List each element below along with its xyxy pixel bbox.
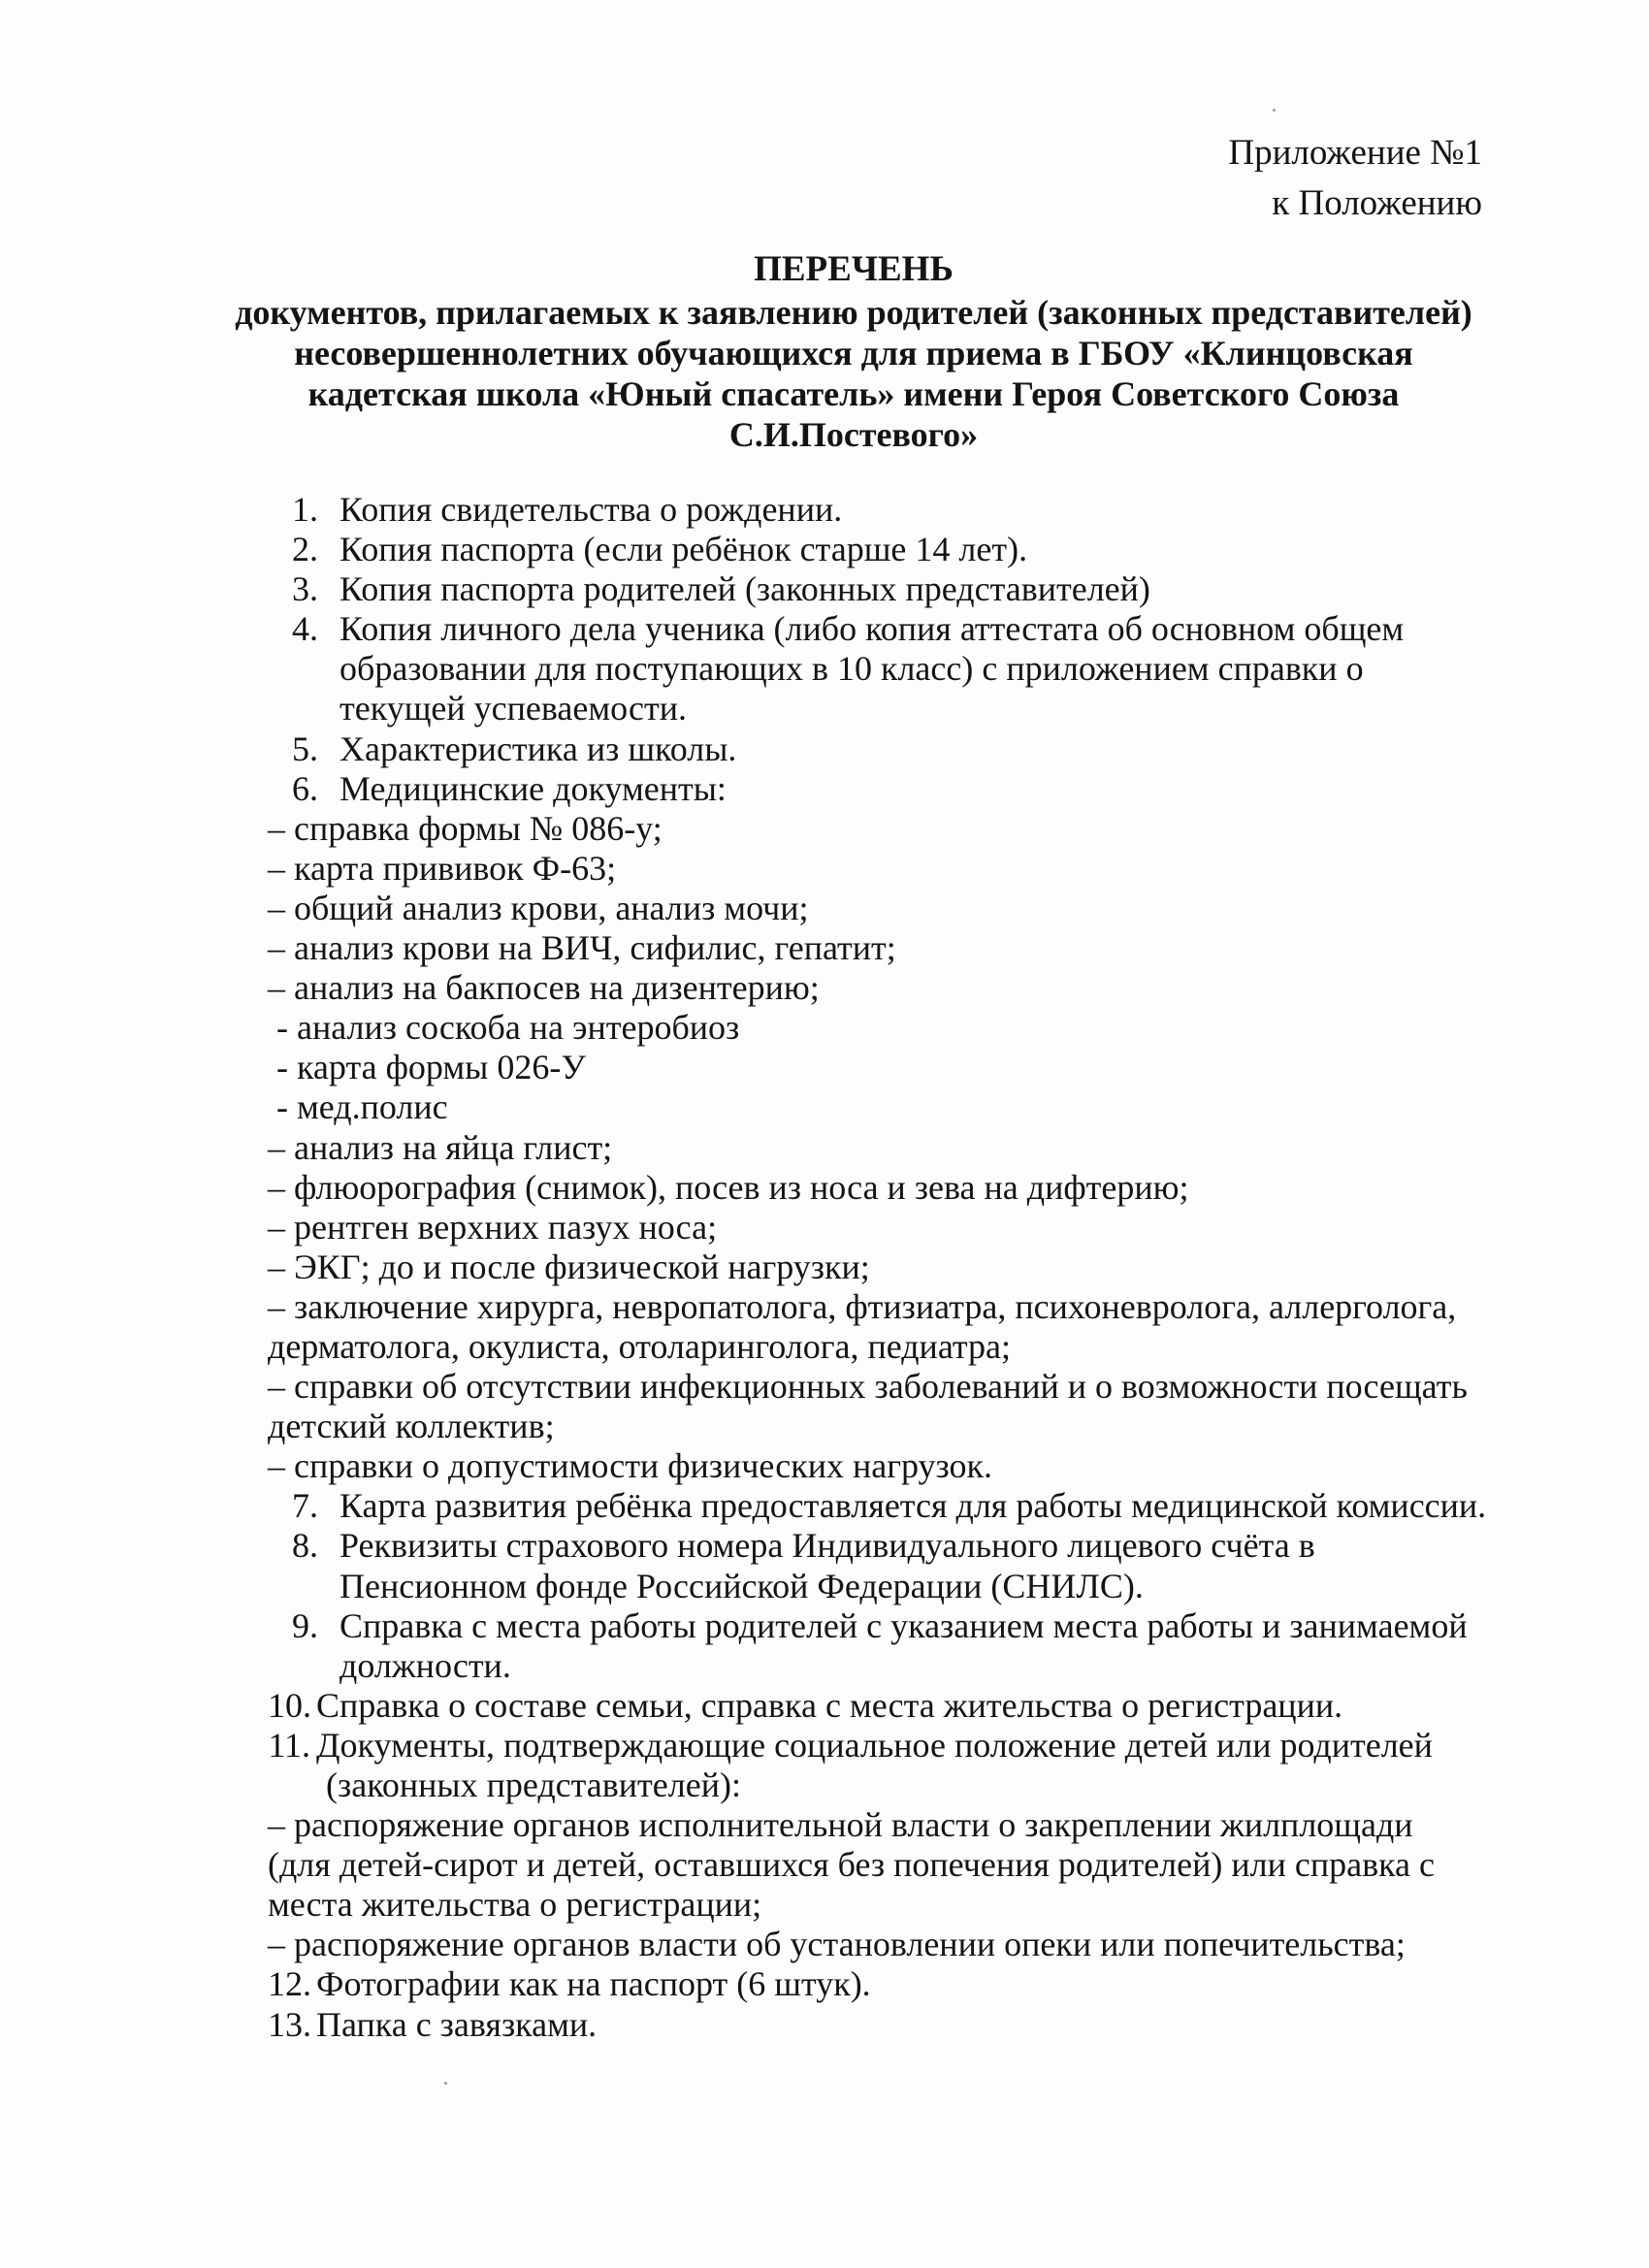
heading-line: С.И.Постевого»: [728, 415, 979, 454]
item-text: Реквизиты страхового номера Индивидуального лицевого счёта в: [340, 1526, 1315, 1566]
item-continuation: должности.: [340, 1645, 511, 1685]
medical-item: - мед.полис: [268, 1087, 448, 1127]
item-number: 10.: [268, 1685, 311, 1725]
scan-speck: [1273, 109, 1276, 112]
list-item: [268, 569, 1519, 609]
heading-line: кадетская школа «Юный спасатель» имени Героя Советского Союза: [307, 374, 1400, 413]
item-number: 4.: [292, 609, 318, 649]
medical-item: – анализ на яйца глист;: [268, 1127, 613, 1167]
item-continuation: образовании для поступающих в 10 класс) с приложением справки о: [340, 649, 1364, 689]
item-number: 3.: [292, 569, 318, 609]
medical-item: – ЭКГ; до и после физической нагрузки;: [268, 1247, 870, 1286]
item-text: Документы, подтверждающие социальное положение детей или родителей: [316, 1725, 1433, 1765]
item-text: Фотографии как на паспорт (6 штук).: [316, 1964, 871, 2004]
item-text: Копия паспорта родителей (законных представителей): [340, 569, 1150, 609]
document-title: ПЕРЕЧЕНЬ: [754, 249, 954, 289]
item-text: Копия личного дела ученика (либо копия аттестата об основном общем: [340, 609, 1405, 649]
item-number: 6.: [292, 768, 318, 808]
item-text: Характеристика из школы.: [340, 729, 737, 768]
medical-item: – справки об отсутствии инфекционных заболеваний и о возможности посещать: [268, 1367, 1468, 1407]
appendix-regulation: к Положению: [1272, 183, 1482, 223]
list-item: [268, 609, 1519, 649]
item-number: 11.: [268, 1725, 310, 1765]
medical-item: детский коллектив;: [268, 1407, 555, 1446]
appendix-reference: [1228, 128, 1482, 229]
item-continuation: (законных представителей):: [326, 1766, 741, 1804]
social-item: – распоряжение органов власти об установлении опеки или попечительства;: [268, 1925, 1406, 1964]
medical-item: – анализ крови на ВИЧ, сифилис, гепатит;: [268, 928, 896, 968]
list-item: [268, 1964, 1519, 2004]
medical-item: дерматолога, окулиста, отоларинголога, педиатра;: [268, 1326, 1012, 1366]
item-number: 8.: [292, 1526, 318, 1566]
list-item: [268, 729, 1519, 769]
item-number: 1.: [292, 490, 318, 529]
social-item: (для детей-сирот и детей, оставшихся без попечения родителей) или справка с: [268, 1845, 1435, 1885]
medical-item: - анализ соскоба на энтеробиоз: [268, 1008, 740, 1048]
item-continuation: текущей успеваемости.: [340, 689, 688, 729]
item-number: 5.: [292, 729, 318, 768]
item-text: Копия свидетельства о рождении.: [340, 490, 843, 529]
list-item: [268, 1606, 1519, 1646]
list-item: [268, 1726, 1519, 1766]
social-item: – распоряжение органов исполнительной власти о закреплении жилплощади: [268, 1805, 1413, 1845]
item-text: Справка с места работы родителей с указанием места работы и занимаемой: [340, 1605, 1468, 1645]
list-item: [268, 490, 1519, 530]
item-text: Папка с завязками.: [316, 2004, 598, 2044]
list-item: [268, 530, 1519, 569]
medical-item: – рентген верхних пазух носа;: [268, 1207, 718, 1247]
item-number: 9.: [292, 1605, 318, 1645]
medical-item: – карта прививок Ф-63;: [268, 848, 617, 888]
medical-item: - карта формы 026-У: [268, 1048, 586, 1087]
item-text: Карта развития ребёнка предоставляется для работы медицинской комиссии.: [340, 1486, 1487, 1526]
item-text: Справка о составе семьи, справка с места жительства о регистрации.: [316, 1685, 1343, 1725]
list-item: [268, 2005, 1519, 2045]
heading-line: несовершеннолетних обучающихся для приема в ГБОУ «Клинцовская: [294, 334, 1413, 373]
medical-item: – заключение хирурга, невропатолога, фтизиатра, психоневролога, аллерголога,: [268, 1286, 1457, 1326]
medical-item: – общий анализ крови, анализ мочи;: [268, 888, 809, 927]
medical-item: – справка формы № 086-у;: [268, 808, 663, 848]
list-item: [268, 1686, 1519, 1726]
item-number: 13.: [268, 2004, 311, 2044]
social-item: места жительства о регистрации;: [268, 1885, 762, 1925]
item-number: 7.: [292, 1486, 318, 1526]
item-number: 12.: [268, 1964, 311, 2004]
appendix-number: Приложение №1: [1228, 133, 1482, 173]
heading-line: документов, прилагаемых к заявлению родителей (законных представителей): [235, 293, 1472, 332]
item-number: 2.: [292, 530, 318, 569]
list-item: [268, 769, 1519, 809]
item-text: Копия паспорта (если ребёнок старше 14 лет).: [340, 530, 1028, 569]
medical-item: – анализ на бакпосев на дизентерию;: [268, 968, 820, 1008]
list-item: [268, 1526, 1519, 1566]
list-item: [268, 1486, 1519, 1526]
document-list: [268, 490, 1519, 2045]
item-text: Медицинские документы:: [340, 768, 727, 808]
medical-item: – справки о допустимости физических нагрузок.: [268, 1446, 993, 1486]
item-continuation: Пенсионном фонде Российской Федерации (СНИЛС).: [340, 1566, 1144, 1605]
document-heading: [204, 247, 1504, 455]
medical-item: – флюорография (снимок), посев из носа и зева на дифтерию;: [268, 1167, 1189, 1207]
scan-speck: [444, 2082, 447, 2085]
